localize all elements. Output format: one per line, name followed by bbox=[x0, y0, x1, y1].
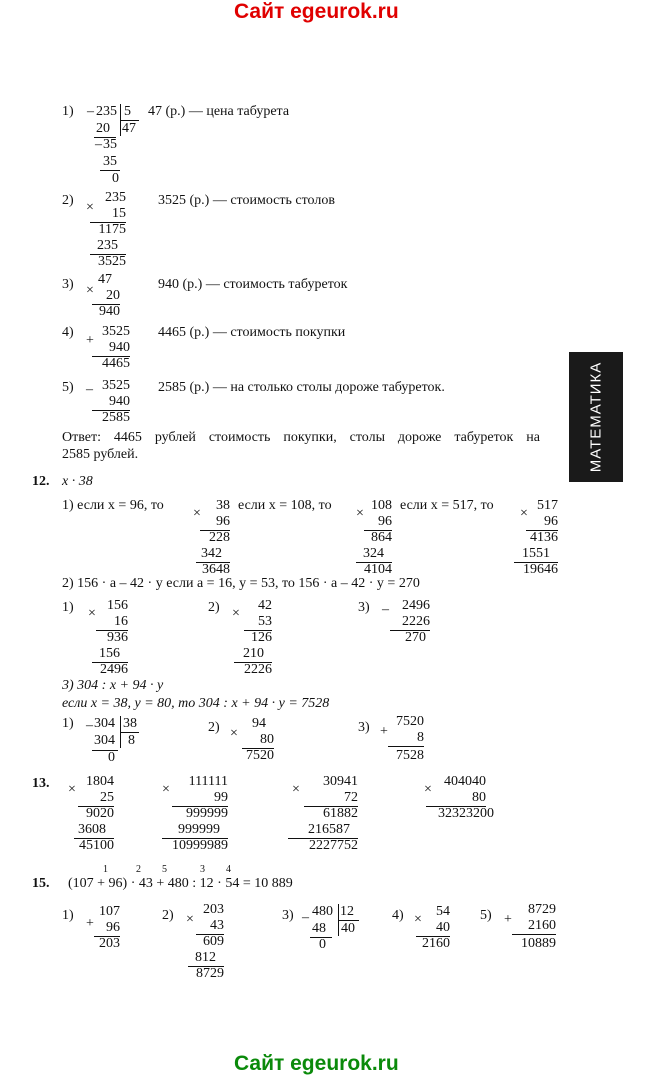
task12-expression: x · 38 bbox=[62, 474, 93, 489]
task11-step1-text: 47 (р.) — цена табурета bbox=[148, 104, 290, 119]
task11-step2-text: 3525 (р.) — стоимость столов bbox=[158, 193, 335, 208]
header-site-title: Сайт egeurok.ru bbox=[234, 0, 399, 23]
side-tab bbox=[569, 352, 623, 482]
side-tab-label: МАТЕМАТИКА bbox=[587, 361, 605, 473]
task13-number: 13. bbox=[32, 776, 50, 791]
task12-part1-intro: 1) если x = 96, то bbox=[62, 498, 164, 513]
task11-step3-text: 940 (р.) — стоимость табуреток bbox=[158, 277, 348, 292]
task12-part1-mid1: если x = 108, то bbox=[238, 498, 332, 513]
footer-site-title: Сайт egeurok.ru bbox=[234, 1052, 399, 1075]
task11-step5-text: 2585 (р.) — на столько столы дороже табуреток. bbox=[158, 380, 445, 395]
task12-part3-line2: если x = 38, y = 80, то 304 : x + 94 · y = 7528 bbox=[62, 696, 330, 711]
task12-part3-line1: 3) 304 : x + 94 · y bbox=[62, 678, 164, 693]
task12-part1-mid2: если x = 517, то bbox=[400, 498, 494, 513]
task15-number: 15. bbox=[32, 876, 50, 891]
task11-answer-line1: Ответ: 4465 рублей стоимость покупки, столы дороже табуреток на bbox=[62, 430, 540, 445]
task11-answer-line2: 2585 рублей. bbox=[62, 447, 139, 462]
task15-expression: (107 + 96) · 43 + 480 : 12 · 54 = 10 889 bbox=[68, 876, 293, 891]
task12-number: 12. bbox=[32, 474, 50, 489]
task12-part2-line: 2) 156 · a – 42 · y если a = 16, y = 53, то 156 · a – 42 · y = 270 bbox=[62, 576, 420, 591]
task11-step4-text: 4465 (р.) — стоимость покупки bbox=[158, 325, 346, 340]
